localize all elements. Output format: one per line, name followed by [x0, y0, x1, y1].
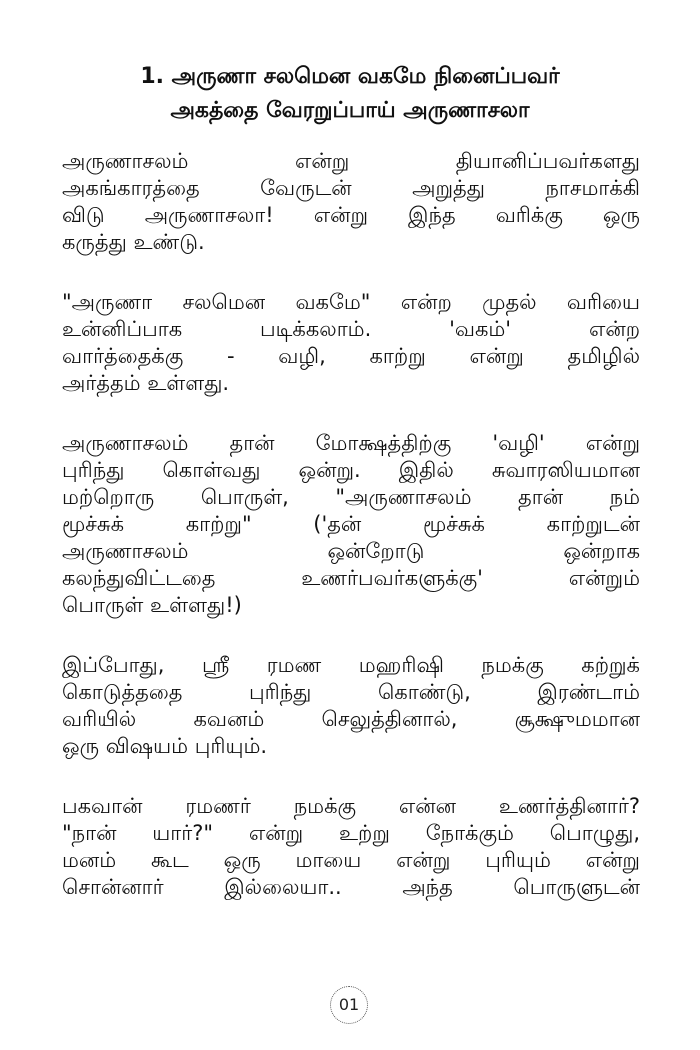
text-line: கருத்து உண்டு. [62, 230, 205, 254]
text-line: கொடுத்ததை புரிந்து கொண்டு, இரண்டாம் [62, 680, 640, 704]
text-line: அகங்காரத்தை வேருடன் அறுத்து நாசமாக்கி [62, 176, 640, 200]
paragraph-3 [62, 430, 640, 619]
text-line: அருணாசலம் ஒன்றோடு ஒன்றாக [62, 539, 640, 563]
text-line: கலந்துவிட்டதை உணர்பவர்களுக்கு' என்றும் [62, 566, 640, 590]
text-line: சொன்னார் இல்லையா.. அந்த பொருளுடன் [62, 875, 640, 899]
text-line: மூச்சுக் காற்று" ('தன் மூச்சுக் காற்றுடன் [62, 512, 640, 536]
text-line: பொருள் உள்ளது!) [62, 593, 242, 617]
text-line: பகவான் ரமணர் நமக்கு என்ன உணர்த்தினார்? [62, 794, 640, 818]
chapter-title-line-1: 1. அருணா சலமென வகமே நினைப்பவர் [140, 64, 560, 89]
text-line: மனம் கூட ஒரு மாயை என்று புரியும் என்று [62, 848, 640, 872]
text-line: "அருணா சலமென வகமே" என்ற முதல் வரியை [62, 290, 640, 314]
text-line: உன்னிப்பாக படிக்கலாம். 'வகம்' என்ற [62, 317, 640, 341]
paragraph-4 [62, 652, 640, 760]
text-line: அருணாசலம் என்று தியானிப்பவர்களது [62, 149, 640, 173]
chapter-title-line-2: அகத்தை வேரறுப்பாய் அருணாசலா [170, 98, 530, 123]
text-line: "நான் யார்?" என்று உற்று நோக்கும் பொழுது, [62, 821, 640, 845]
text-line: விடு அருணாசலா! என்று இந்த வரிக்கு ஒரு [62, 203, 640, 227]
text-line: அர்த்தம் உள்ளது. [62, 371, 230, 395]
text-line: புரிந்து கொள்வது ஒன்று. இதில் சுவாரஸியமான [62, 458, 640, 482]
text-line: வரியில் கவனம் செலுத்தினால், சூக்ஷுமமான [62, 707, 640, 731]
page-number-badge: 01 [330, 986, 368, 1024]
chapter-title [40, 60, 660, 128]
text-line: இப்போது, ஸ்ரீ ரமண மஹரிஷி நமக்கு கற்றுக் [62, 653, 640, 677]
paragraph-5 [62, 793, 640, 901]
paragraph-1 [62, 148, 640, 256]
text-line: ஒரு விஷயம் புரியும். [62, 734, 268, 758]
text-line: மற்றொரு பொருள், "அருணாசலம் தான் நம் [62, 485, 640, 509]
text-line: வார்த்தைக்கு - வழி, காற்று என்று தமிழில் [62, 344, 640, 368]
text-line: அருணாசலம் தான் மோக்ஷத்திற்கு 'வழி' என்று [62, 431, 640, 455]
paragraph-2 [62, 289, 640, 397]
body-text [62, 148, 640, 934]
